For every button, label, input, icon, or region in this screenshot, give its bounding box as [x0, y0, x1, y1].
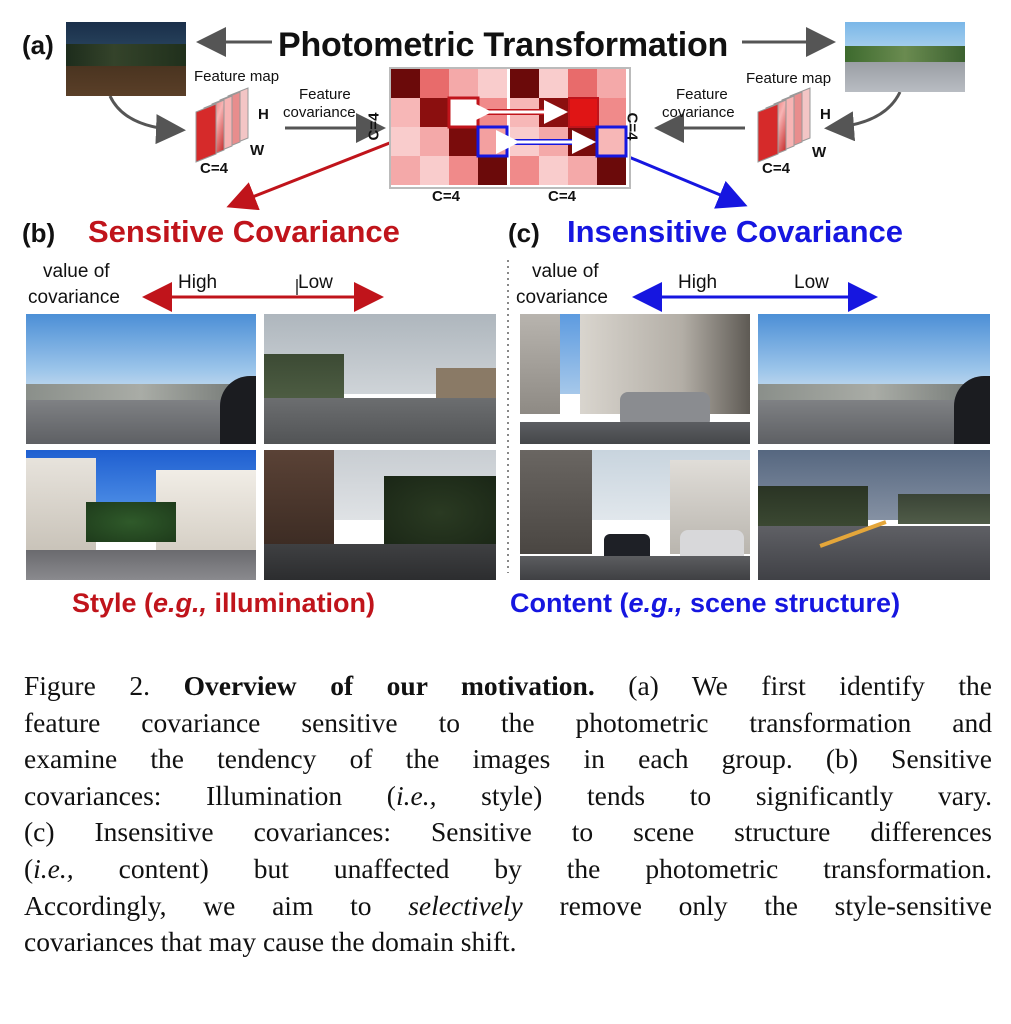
c-axis-label-1: value of	[532, 261, 599, 282]
feature-covariance-label-left-1: Feature	[299, 86, 351, 103]
photo-a-right	[845, 22, 965, 92]
caption-bold: Overview of our motivation.	[183, 670, 595, 701]
sensitive-covariance-heading: Sensitive Covariance	[88, 214, 400, 249]
panel-c-label: (c)	[508, 218, 540, 248]
panel-a-label: (a)	[22, 30, 54, 60]
photo-b-3	[26, 450, 256, 580]
b-axis-label-2: covariance	[28, 287, 120, 308]
photo-b-4	[264, 450, 496, 580]
photo-c-1	[520, 314, 750, 444]
dim-h-right: H	[820, 106, 831, 123]
dim-c-left: C=4	[200, 160, 228, 177]
dim-h-left: H	[258, 106, 269, 123]
photo-b-1	[26, 314, 256, 444]
feature-covariance-label-right-1: Feature	[676, 86, 728, 103]
figure-caption	[24, 668, 992, 961]
insensitive-covariance-heading: Insensitive Covariance	[567, 214, 903, 249]
photometric-transformation-title: Photometric Transformation	[278, 26, 729, 64]
panel-b-label: (b)	[22, 218, 56, 248]
photo-a-left	[66, 22, 186, 96]
feature-covariance-label-right-2: covariance	[662, 104, 735, 121]
matrix-dim-left-bottom: C=4	[432, 188, 460, 205]
feature-map-label-right: Feature map	[746, 70, 832, 87]
photo-c-4	[758, 450, 990, 580]
c-axis-label-2: covariance	[516, 287, 608, 308]
matrix-dim-right-vertical: C=4	[623, 112, 641, 141]
feature-map-label-left: Feature map	[194, 68, 280, 85]
matrix-dim-left-vertical: C=4	[365, 112, 383, 141]
dim-w-left: W	[250, 142, 265, 159]
dim-c-right: C=4	[762, 160, 790, 177]
b-low: Low	[298, 272, 333, 293]
style-caption: Style (e.g., illumination)	[72, 588, 376, 618]
dim-w-right: W	[812, 144, 827, 161]
caption-line-3: examine the tendency of the images in each group. (b) Sensitive	[24, 743, 992, 775]
matrix-dim-right-bottom: C=4	[548, 188, 576, 205]
photo-c-3	[520, 450, 750, 580]
caption-line-2: feature covariance sensitive to the photometric transformation and	[24, 706, 992, 738]
content-caption: Content (e.g., scene structure)	[510, 588, 901, 618]
b-high: High	[178, 272, 218, 293]
content-caption-eg: e.g.,	[628, 588, 683, 618]
caption-line-8: covariances that may cause the domain shift.	[24, 926, 517, 958]
caption-line-4: covariances: Illumination (i.e., style) tends to significantly vary.	[24, 779, 992, 811]
caption-line-1: Figure 2. Overview of our motivation. (a) We first identify the	[24, 670, 993, 701]
caption-line-6: (i.e., content) but unaffected by the photometric transformation.	[24, 852, 992, 884]
caption-line-7: Accordingly, we aim to selectively remove only the style-sensitive	[24, 889, 992, 921]
photo-c-2	[758, 314, 990, 444]
feature-covariance-label-left-2: covariance	[283, 104, 356, 121]
style-caption-eg: e.g.,	[153, 588, 208, 618]
c-low: Low	[794, 272, 829, 293]
c-high: High	[678, 272, 718, 293]
caption-line-5: (c) Insensitive covariances: Sensitive to scene structure differences	[24, 816, 992, 848]
matrix-highlights	[380, 60, 640, 190]
b-axis-label-1: value of	[43, 261, 110, 282]
photo-b-2	[264, 314, 496, 444]
